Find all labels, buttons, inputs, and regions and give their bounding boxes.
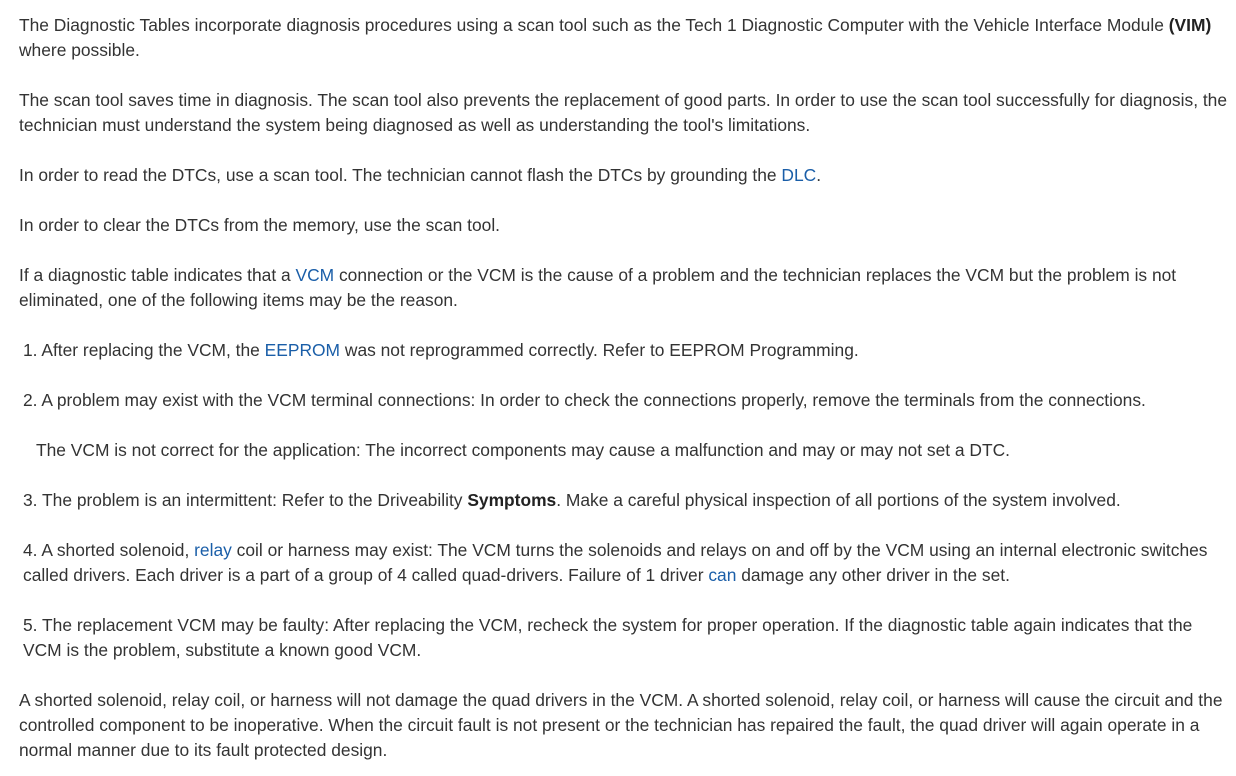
list-item-2-sub: [19, 438, 1228, 463]
text: If a diagnostic table indicates that a: [19, 265, 296, 285]
text: 1. After replacing the VCM, the: [23, 340, 265, 360]
text: 2. A problem may exist with the VCM terminal connections: In order to check the connections properly, remove the terminals from the connections.: [23, 390, 1146, 410]
text: The VCM is not correct for the application: The incorrect components may cause a malfunction and may or may not set a DTC.: [36, 440, 1010, 460]
text: The Diagnostic Tables incorporate diagnosis procedures using a scan tool such as the Tech 1 Diagnostic Computer with the Vehicle Interface Module: [19, 15, 1169, 35]
paragraph-intro: [19, 13, 1228, 63]
text: 5. The replacement VCM may be faulty: After replacing the VCM, recheck the system for proper operation. If the diagnostic table again indicates that the VCM is the problem, substitute a known good VCM.: [23, 615, 1193, 660]
list-item-2: [19, 388, 1228, 413]
paragraph-quad-drivers: [19, 688, 1228, 763]
link-vcm[interactable]: VCM: [295, 265, 335, 285]
link-eeprom[interactable]: EEPROM: [264, 340, 341, 360]
list-item-1: [19, 338, 1228, 363]
text: .: [816, 165, 822, 185]
bold-term-symptoms: Symptoms: [467, 490, 557, 510]
paragraph-vcm-problem: [19, 263, 1228, 313]
text: coil or harness may exist: The VCM turns the solenoids and relays on and off by the VCM using an internal electronic switches called drivers. Each driver is a part of a group of 4 called quad-drivers. Failure of 1 driver: [23, 540, 1208, 585]
text: In order to read the DTCs, use a scan tool. The technician cannot flash the DTCs by grounding the: [19, 165, 782, 185]
list-item-4: [19, 538, 1228, 588]
paragraph-clear-dtcs: [19, 213, 1228, 238]
text: where possible.: [19, 40, 140, 60]
list-item-5: [19, 613, 1228, 663]
link-relay[interactable]: relay: [194, 540, 232, 560]
text: was not reprogrammed correctly. Refer to EEPROM Programming.: [340, 340, 859, 360]
text: The scan tool saves time in diagnosis. The scan tool also prevents the replacement of good parts. In order to use the scan tool successfully for diagnosis, the technician must understand the system being diagnosed as well as understanding the tool's limitations.: [19, 90, 1228, 135]
text: 4. A shorted solenoid,: [23, 540, 195, 560]
text: connection or the VCM is the cause of a problem and the technician replaces the VCM but the problem is not eliminated, one of the following items may be the reason.: [19, 265, 1177, 310]
text: . Make a careful physical inspection of all portions of the system involved.: [556, 490, 1121, 510]
text: A shorted solenoid, relay coil, or harness will not damage the quad drivers in the VCM. A shorted solenoid, relay coil, or harness will cause the circuit and the controlled component to be inoperative. When the circuit fault is not present or the technician has repaired the fault, the quad driver will again operate in a normal manner due to its fault protected design.: [19, 690, 1223, 760]
text: 3. The problem is an intermittent: Refer to the Driveability: [23, 490, 468, 510]
text: In order to clear the DTCs from the memory, use the scan tool.: [19, 215, 501, 235]
link-dlc[interactable]: DLC: [781, 165, 817, 185]
paragraph-read-dtcs: [19, 163, 1228, 188]
text: damage any other driver in the set.: [736, 565, 1010, 585]
link-can[interactable]: can: [708, 565, 737, 585]
bold-term-vim: (VIM): [1168, 15, 1212, 35]
paragraph-scan-tool: [19, 88, 1228, 138]
list-item-3: [19, 488, 1228, 513]
